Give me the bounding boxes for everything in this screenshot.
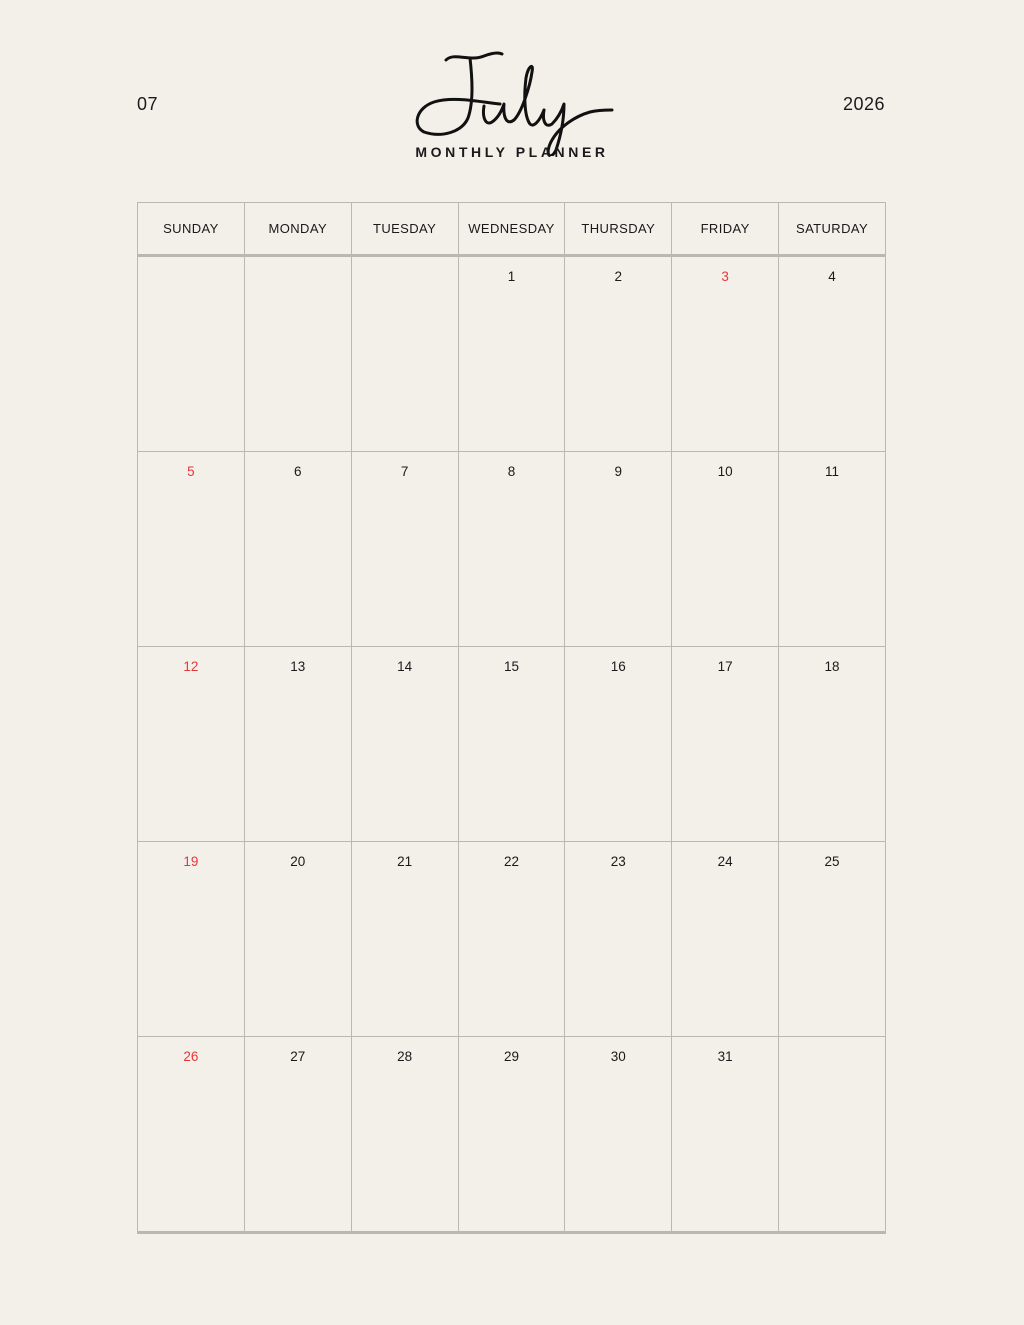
day-cell[interactable] <box>351 1037 458 1233</box>
weekday-friday: FRIDAY <box>672 203 779 256</box>
day-cell[interactable] <box>351 842 458 1037</box>
day-cell[interactable] <box>779 647 886 842</box>
day-cell[interactable] <box>351 452 458 647</box>
day-cell[interactable] <box>458 452 565 647</box>
day-number: 28 <box>397 1049 413 1064</box>
day-cell[interactable] <box>779 842 886 1037</box>
weekday-thursday: THURSDAY <box>565 203 672 256</box>
day-number: 30 <box>610 1049 626 1064</box>
subtitle: MONTHLY PLANNER <box>415 144 609 160</box>
day-number: 23 <box>610 854 626 869</box>
day-cell[interactable] <box>672 452 779 647</box>
day-cell[interactable] <box>672 842 779 1037</box>
day-number: 2 <box>614 269 623 284</box>
day-cell[interactable] <box>779 1037 886 1233</box>
day-cell[interactable] <box>244 1037 351 1233</box>
weekday-wednesday: WEDNESDAY <box>458 203 565 256</box>
day-cell[interactable] <box>138 647 245 842</box>
day-number: 20 <box>290 854 306 869</box>
day-cell[interactable] <box>138 452 245 647</box>
day-number: 1 <box>507 269 516 284</box>
day-number: 11 <box>825 464 840 479</box>
day-cell[interactable] <box>672 1037 779 1233</box>
day-number: 25 <box>824 854 840 869</box>
july-script-title <box>410 46 620 156</box>
day-number: 8 <box>507 464 516 479</box>
day-cell[interactable] <box>244 452 351 647</box>
day-number: 21 <box>397 854 413 869</box>
weekday-saturday: SATURDAY <box>779 203 886 256</box>
day-cell[interactable] <box>458 647 565 842</box>
week-row <box>138 452 886 647</box>
day-cell[interactable] <box>565 256 672 452</box>
day-number: 16 <box>610 659 626 674</box>
day-cell[interactable] <box>672 256 779 452</box>
week-row <box>138 647 886 842</box>
week-row <box>138 1037 886 1233</box>
day-number: 17 <box>717 659 733 674</box>
day-number: 13 <box>290 659 306 674</box>
day-cell[interactable] <box>244 256 351 452</box>
weekday-sunday: SUNDAY <box>138 203 245 256</box>
day-number: 15 <box>503 659 519 674</box>
day-cell[interactable] <box>351 647 458 842</box>
day-cell[interactable] <box>458 256 565 452</box>
day-number: 4 <box>828 269 836 284</box>
day-cell[interactable] <box>565 452 672 647</box>
day-number: 7 <box>400 464 409 479</box>
day-number: 31 <box>717 1049 733 1064</box>
day-number: 18 <box>824 659 840 674</box>
day-number: 12 <box>183 659 199 674</box>
day-number: 19 <box>183 854 199 869</box>
day-number: 3 <box>721 269 729 284</box>
day-cell[interactable] <box>458 1037 565 1233</box>
day-cell[interactable] <box>458 842 565 1037</box>
year: 2026 <box>843 94 886 114</box>
day-cell[interactable] <box>244 647 351 842</box>
day-number: 5 <box>187 464 195 479</box>
day-number: 29 <box>503 1049 519 1064</box>
calendar-grid <box>137 202 886 1234</box>
week-row <box>138 842 886 1037</box>
day-cell[interactable] <box>779 256 886 452</box>
day-cell[interactable] <box>779 452 886 647</box>
day-cell[interactable] <box>351 256 458 452</box>
day-number: 14 <box>397 659 413 674</box>
weekday-monday: MONDAY <box>244 203 351 256</box>
day-cell[interactable] <box>565 647 672 842</box>
day-number: 27 <box>290 1049 306 1064</box>
day-cell[interactable] <box>565 842 672 1037</box>
day-number: 9 <box>614 464 623 479</box>
week-row <box>138 256 886 452</box>
weekday-header-row <box>138 203 886 256</box>
day-number: 26 <box>183 1049 199 1064</box>
day-number: 6 <box>294 464 302 479</box>
day-cell[interactable] <box>565 1037 672 1233</box>
title-block <box>380 40 644 170</box>
day-cell[interactable] <box>138 1037 245 1233</box>
weekday-tuesday: TUESDAY <box>351 203 458 256</box>
day-number: 10 <box>717 464 733 479</box>
day-cell[interactable] <box>672 647 779 842</box>
day-number: 22 <box>503 854 519 869</box>
day-cell[interactable] <box>138 256 245 452</box>
day-cell[interactable] <box>244 842 351 1037</box>
month-number: 07 <box>137 94 159 114</box>
day-number: 24 <box>717 854 733 869</box>
day-cell[interactable] <box>138 842 245 1037</box>
